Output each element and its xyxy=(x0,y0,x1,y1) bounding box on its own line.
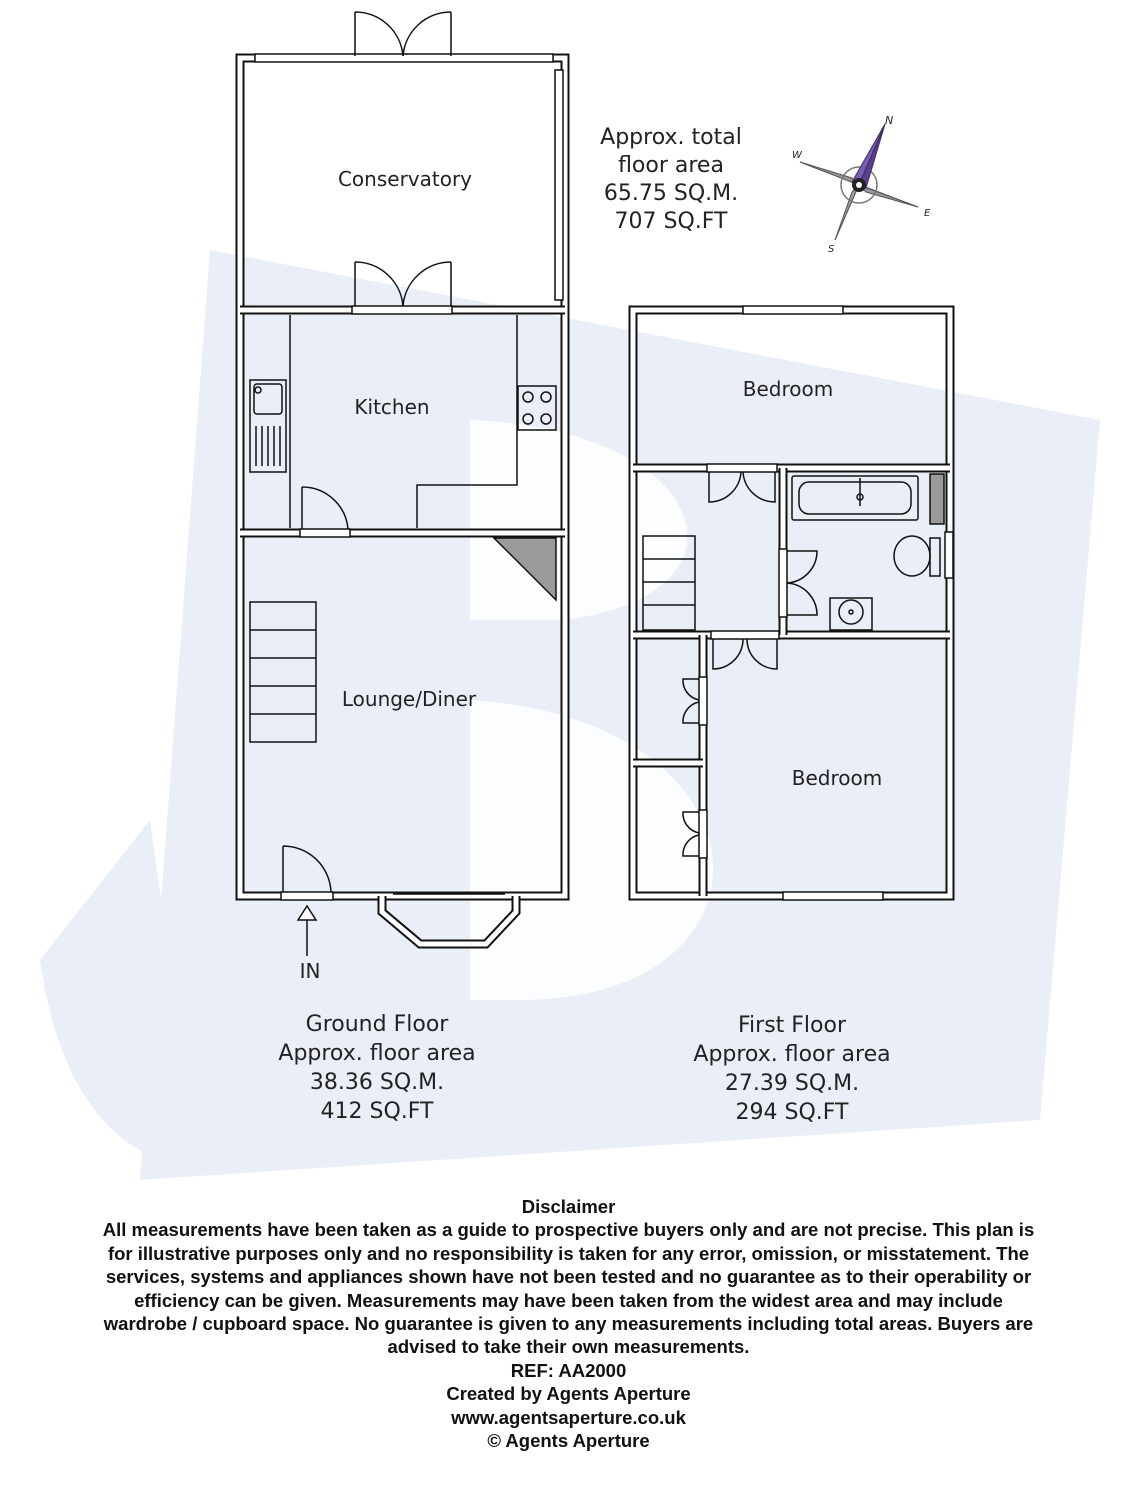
entrance-label: IN xyxy=(299,959,321,983)
disclaimer-title: Disclaimer xyxy=(521,1196,616,1217)
disclaimer-copyright: © Agents Aperture xyxy=(487,1430,650,1452)
conservatory-french-doors xyxy=(355,12,451,56)
room-label-lounge-diner: Lounge/Diner xyxy=(341,687,477,711)
ground-floor-title: Ground Floor xyxy=(305,1012,449,1037)
room-label-bedroom-top: Bedroom xyxy=(742,377,834,401)
airing-cupboard xyxy=(930,474,944,524)
watermark-logo xyxy=(40,250,1100,1180)
compass-north: N xyxy=(885,114,894,127)
bedroom-front-window xyxy=(783,892,883,900)
ground-floor-area-label: Approx. floor area xyxy=(278,1041,476,1066)
compass-icon xyxy=(792,114,931,255)
ground-floor-sqm: 38.36 SQ.M. xyxy=(309,1070,445,1095)
disclaimer-block xyxy=(20,1195,1117,1452)
disclaimer-ref: REF: AA2000 xyxy=(510,1359,627,1381)
disclaimer-line: for illustrative purposes only and no responsibility is taken for any error, omission, or misstatement. The xyxy=(107,1242,1030,1264)
disclaimer-website: www.agentsaperture.co.uk xyxy=(451,1406,686,1428)
room-label-bedroom-bottom: Bedroom xyxy=(791,766,883,790)
total-line-1: Approx. total xyxy=(600,125,742,150)
first-floor-sqm: 27.39 SQ.M. xyxy=(724,1071,860,1096)
bedroom-window xyxy=(743,306,843,314)
total-sqft: 707 SQ.FT xyxy=(614,209,728,234)
disclaimer-line: wardrobe / cupboard space. No guarantee is given to any measurements including total areas. Buyers are xyxy=(103,1313,1034,1335)
disclaimer-line: advised to take their own measurements. xyxy=(387,1336,750,1358)
disclaimer-line: All measurements have been taken as a guide to prospective buyers only and are not precise. This plan is xyxy=(102,1219,1035,1241)
first-floor-area-label: Approx. floor area xyxy=(693,1042,891,1067)
disclaimer-created-by: Created by Agents Aperture xyxy=(446,1383,691,1405)
total-sqm: 65.75 SQ.M. xyxy=(603,181,739,206)
conservatory-side-window xyxy=(555,70,563,300)
compass-east: E xyxy=(924,208,931,219)
disclaimer-line: efficiency can be given. Measurements may have been taken from the widest area and may include xyxy=(134,1289,1003,1311)
disclaimer-line: services, systems and appliances shown have not been tested and no guarantee as to their operability or xyxy=(105,1266,1032,1288)
total-area-block xyxy=(600,125,742,234)
ground-floor-sqft: 412 SQ.FT xyxy=(320,1099,434,1124)
compass-west: W xyxy=(792,150,802,161)
conservatory-rear-window xyxy=(255,54,553,62)
room-label-conservatory: Conservatory xyxy=(337,167,473,191)
room-label-kitchen: Kitchen xyxy=(354,395,430,419)
compass-south: S xyxy=(828,244,835,255)
first-floor-sqft: 294 SQ.FT xyxy=(735,1100,849,1125)
total-line-2: floor area xyxy=(618,153,724,178)
first-floor-title: First Floor xyxy=(737,1013,847,1038)
